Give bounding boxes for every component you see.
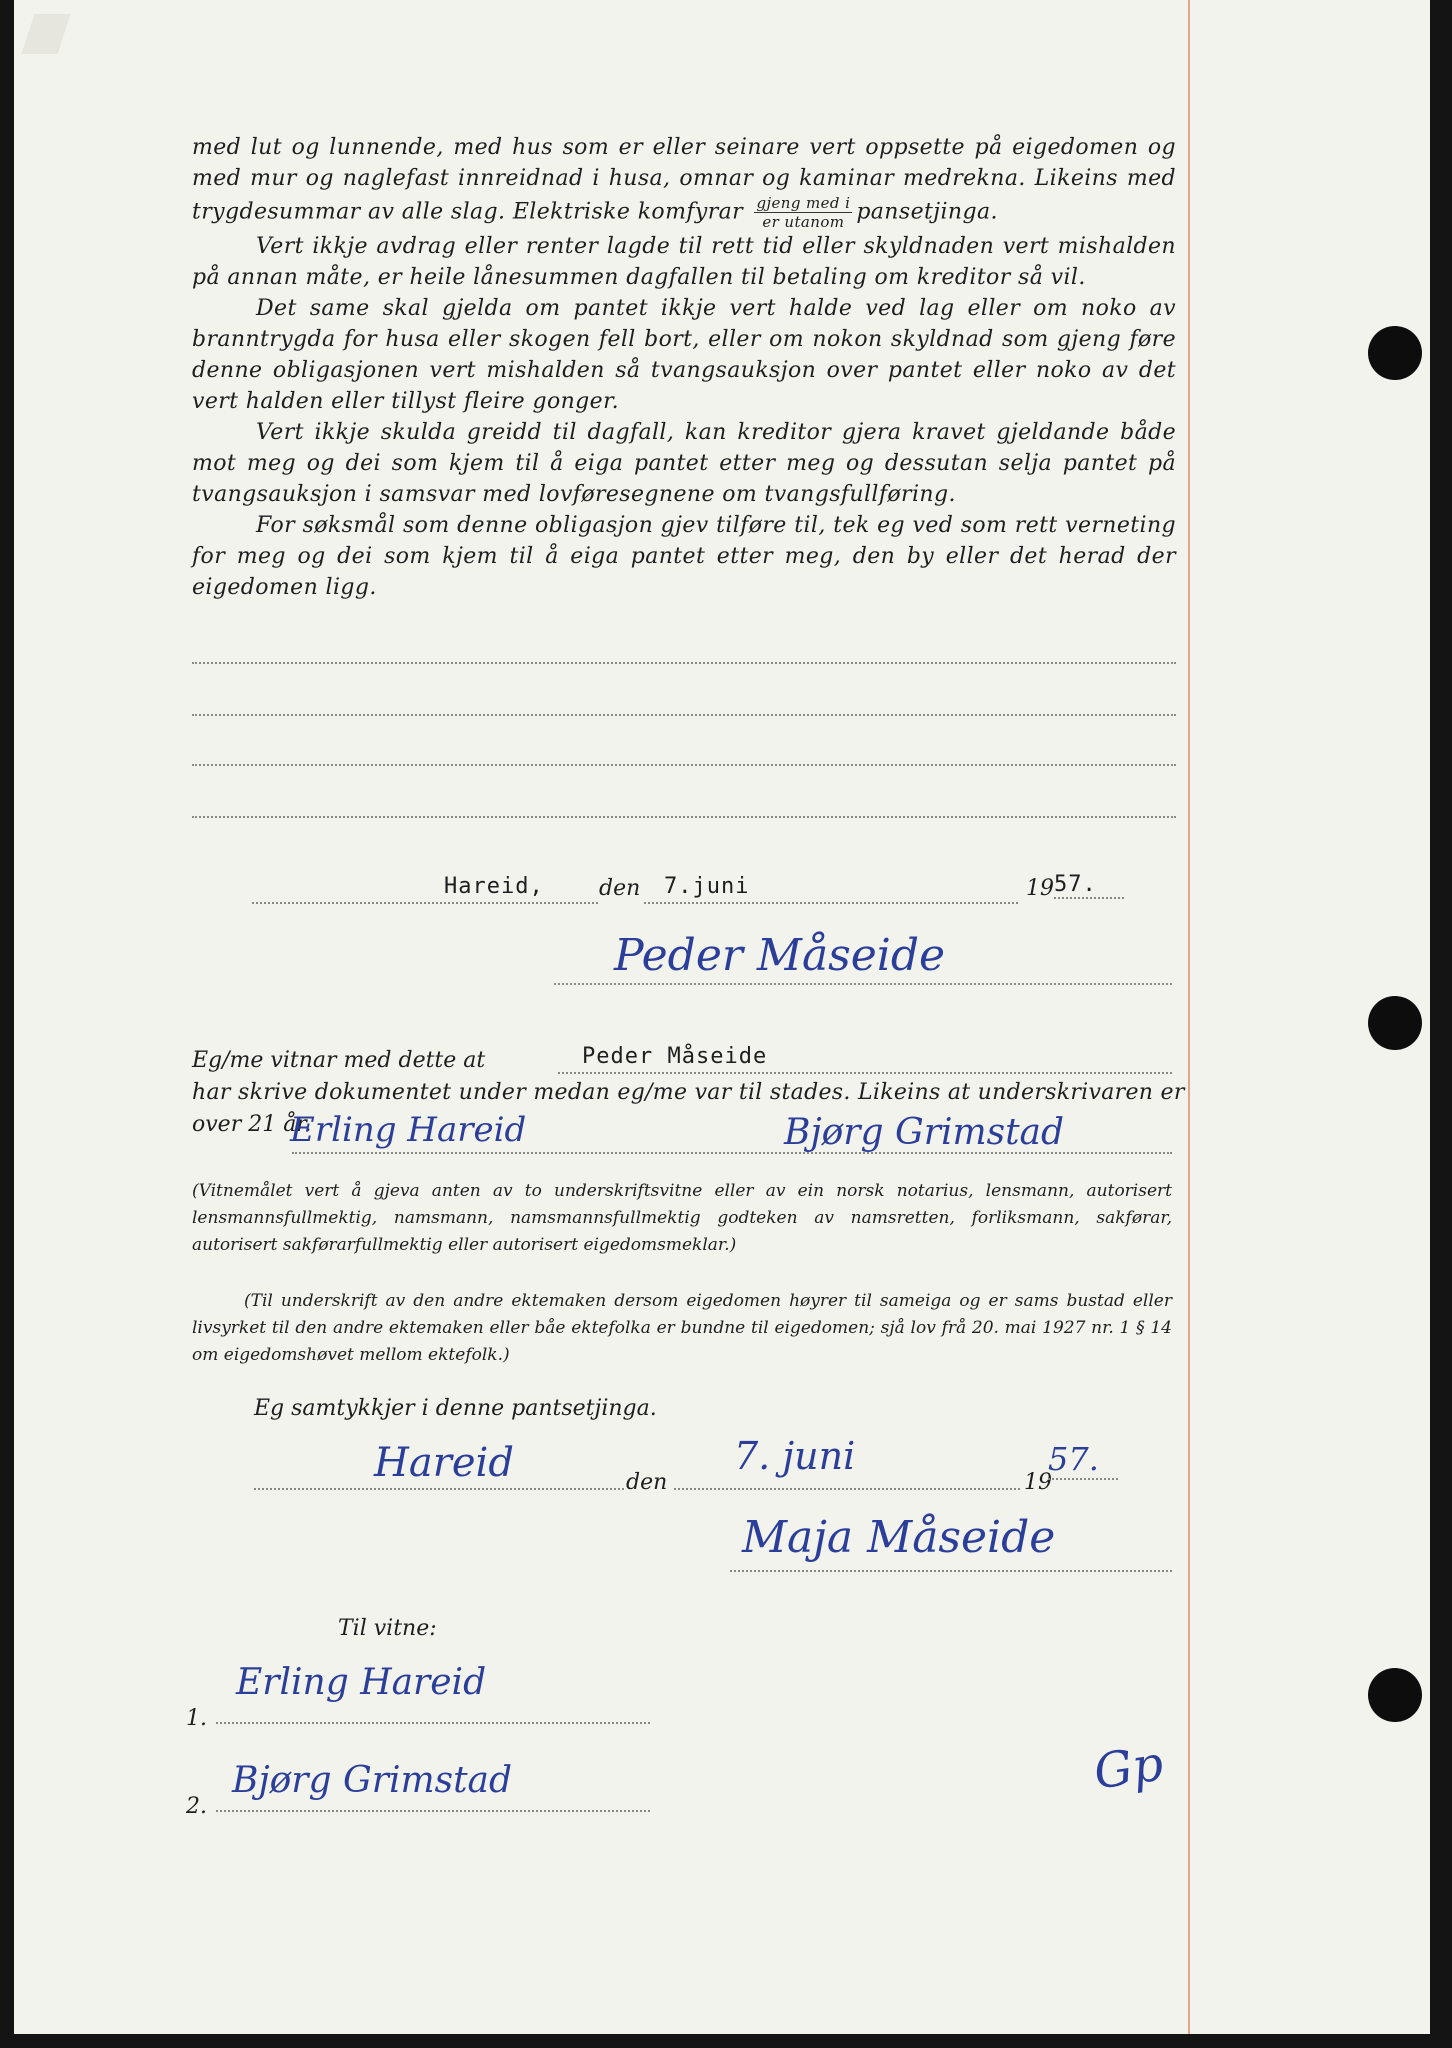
fraction-top: gjeng med i xyxy=(756,194,851,212)
witness-signature-1: Erling Hareid xyxy=(290,1110,527,1150)
blank-line xyxy=(192,714,1176,716)
place-field xyxy=(252,874,598,904)
consent-year-prefix: 19 xyxy=(1024,1470,1052,1495)
consent-date-value: 7. juni xyxy=(734,1434,856,1478)
witness-number-1: 1. xyxy=(186,1706,207,1731)
consent-den-label: den xyxy=(626,1470,668,1495)
den-label: den xyxy=(599,876,641,901)
initials-mark: Gp xyxy=(1090,1735,1167,1801)
consent-place-value: Hareid xyxy=(374,1440,514,1486)
punch-hole xyxy=(1368,996,1422,1050)
til-vitne-signature-2: Bjørg Grimstad xyxy=(232,1760,513,1801)
date-value: 7.juni xyxy=(664,874,750,899)
margin-rule xyxy=(1188,0,1190,2034)
paragraph-1 xyxy=(192,132,1176,231)
note-witness: (Vitnemålet vert å gjeva anten av to underskriftsvitne eller av ein norsk notarius, lensmann, autorisert lensmannsfullmektig, namsmann, namsmannsfullmektig godteken av namsretten, forliksmann, sakførar, autorisert sakførarfullmektig eller autorisert eigedomsmeklar.) xyxy=(192,1181,1172,1255)
document-page xyxy=(14,0,1430,2034)
year-suffix: 57. xyxy=(1054,872,1124,899)
witness-signature-2: Bjørg Grimstad xyxy=(784,1112,1065,1153)
witness-number-2: 2. xyxy=(186,1794,207,1819)
paragraph-1-end: pansetjinga. xyxy=(856,199,998,225)
witness-name-value: Peder Måseide xyxy=(582,1044,768,1069)
fraction-bottom: er utanom xyxy=(762,213,845,231)
place-value: Hareid, xyxy=(444,874,544,899)
note-spouse: (Til underskrift av den andre ektemaken dersom eigedomen høyrer til sameiga og er sams bustad eller livsyrket til den andre ektemaken eller båe ektefolka er bundne til eigedomen; sjå lov frå 20. mai 1927 nr. 1 § 14 om eigedomshøvet mellom ektefolk.) xyxy=(192,1291,1172,1365)
til-vitne-label: Til vitne: xyxy=(338,1616,437,1641)
punch-hole xyxy=(1368,326,1422,380)
consent-year-suffix: 57. xyxy=(1048,1440,1118,1480)
blank-line xyxy=(192,816,1176,818)
blank-line xyxy=(192,662,1176,664)
fraction-choice xyxy=(754,194,852,231)
paragraph-5: For søksmål som denne obligasjon gjev tilføre til, tek eg ved som rett verneting for meg og dei som kjem til å eiga pantet etter meg, den by eller det herad der eigedomen ligg. xyxy=(192,513,1176,600)
til-vitne-signature-1: Erling Hareid xyxy=(236,1662,487,1703)
blank-line xyxy=(192,764,1176,766)
witness-intro: Eg/me vitnar med dette at xyxy=(192,1048,486,1073)
folded-corner xyxy=(22,14,71,54)
main-signature: Peder Måseide xyxy=(614,930,946,981)
witness-name-field xyxy=(558,1044,1172,1074)
paragraph-1-text: med lut og lunnende, med hus som er eller seinare vert oppsette på eigedomen og med mur og naglefast innreidnad i husa, omnar og kaminar medrekna. Likeins med trygdesummar av alle slag. Elektriske komfyrar xyxy=(192,135,1176,225)
consent-signature: Maja Måseide xyxy=(742,1512,1056,1563)
year-prefix: 19 xyxy=(1026,876,1054,901)
witness-line-3: over 21 år. xyxy=(192,1112,312,1137)
paragraph-3: Det same skal gjelda om pantet ikkje vert halde ved lag eller om noko av branntrygda for husa eller skogen fell bort, eller om nokon skyldnad som gjeng føre denne obligasjonen vert mishalden så tvangsauksjon over pantet eller noko av det vert halden eller tillyst fleire gonger. xyxy=(192,296,1176,414)
consent-text: Eg samtykkjer i denne pantsetjinga. xyxy=(254,1396,657,1421)
paragraph-4: Vert ikkje skulda greidd til dagfall, kan kreditor gjera kravet gjeldande både mot meg og dei som kjem til å eiga pantet etter meg og dessutan selja pantet på tvangsauksjon i samsvar med lovføresegnene om tvangsfullføring. xyxy=(192,420,1176,507)
obligation-text xyxy=(192,132,1176,603)
date-field xyxy=(644,874,1018,904)
paragraph-2: Vert ikkje avdrag eller renter lagde til rett tid eller skyldnaden vert mishalden på annan måte, er heile lånesummen dagfallen til betaling om kreditor så vil. xyxy=(192,234,1176,290)
punch-hole xyxy=(1368,1668,1422,1722)
witness-line-2: har skrive dokumentet under medan eg/me var til stades. Likeins at underskrivaren er xyxy=(192,1080,1185,1105)
